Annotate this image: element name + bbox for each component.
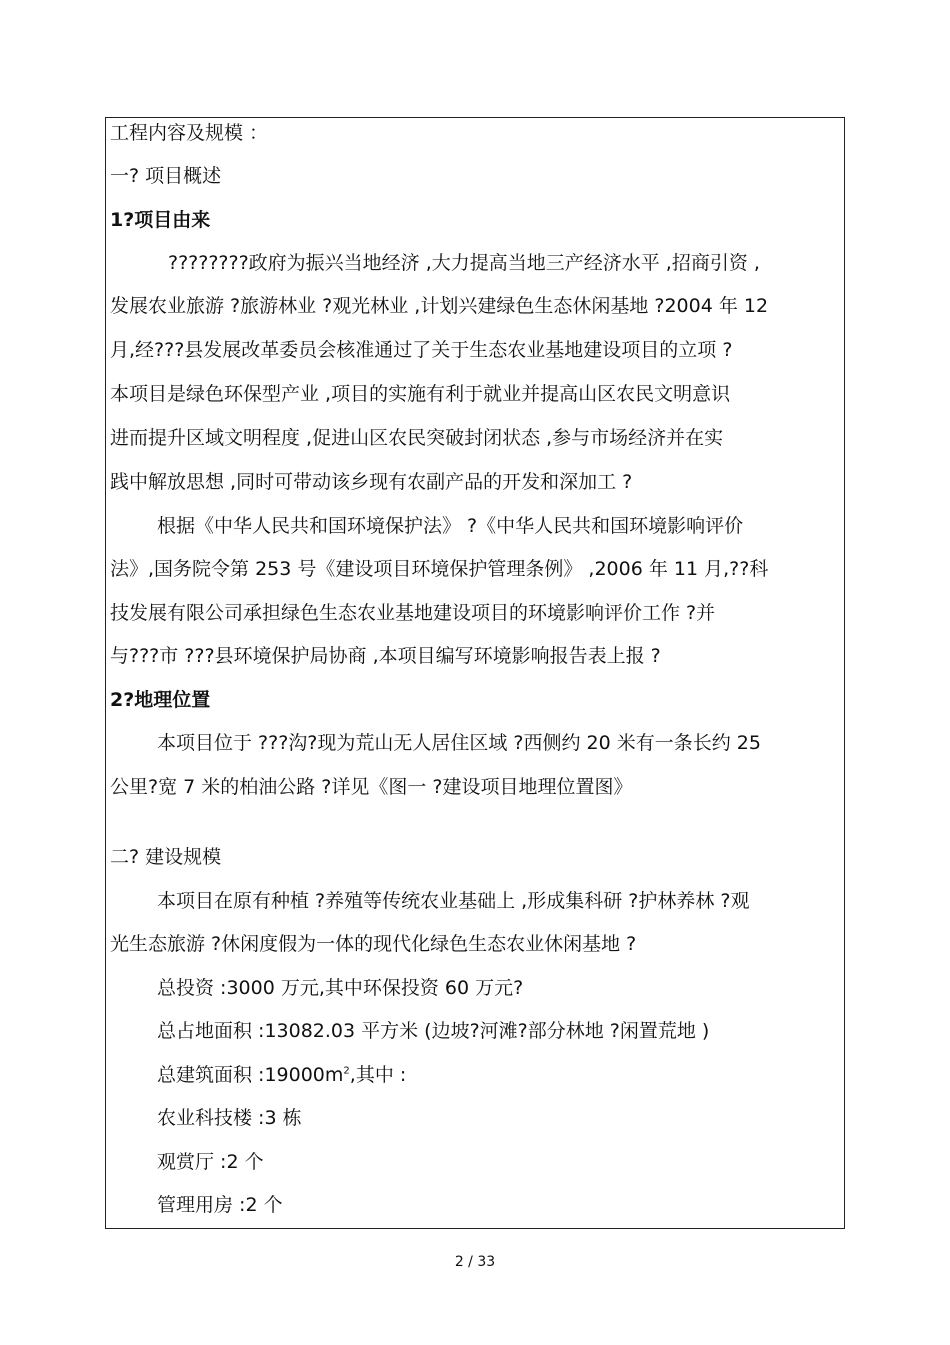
- paragraph-line: ????????政府为振兴当地经济 ,大力提高当地三产经济水平 ,招商引资 ,: [168, 252, 760, 274]
- land-area-line: 总占地面积 :13082.03 平方米 (边坡?河滩?部分林地 ?闲置荒地 ): [157, 1020, 710, 1042]
- building-area-text: 总建筑面积 :19000m: [157, 1064, 344, 1086]
- section-heading: 工程内容及规模 ：: [110, 122, 269, 144]
- list-item: 农业科技楼 :3 栋: [157, 1107, 302, 1129]
- building-area-suffix: ,其中 :: [349, 1064, 407, 1086]
- paragraph-line: 公里?宽 7 米的柏油公路 ?详见《图一 ?建设项目地理位置图》: [110, 776, 633, 798]
- paragraph-line: 月,经???县发展改革委员会核准通过了关于生态农业基地建设项目的立项 ?: [110, 339, 733, 361]
- subsection-heading: 二? 建设规模: [110, 846, 222, 868]
- paragraph-line: 发展农业旅游 ?旅游林业 ?观光林业 ,计划兴建绿色生态休闲基地 ?2004 年 12: [110, 295, 769, 317]
- square-superscript: 2: [343, 1065, 350, 1077]
- list-item: 管理用房 :2 个: [157, 1194, 283, 1216]
- page-number: 2 / 33: [454, 1254, 496, 1270]
- subsection-heading: 一? 项目概述: [110, 165, 222, 187]
- paragraph-line: 光生态旅游 ?休闲度假为一体的现代化绿色生态农业休闲基地 ?: [110, 933, 637, 955]
- paragraph-line: 法》,国务院令第 253 号《建设项目环境保护管理条例》 ,2006 年 11 月,??科: [110, 558, 769, 580]
- paragraph-line: 技发展有限公司承担绿色生态农业基地建设项目的环境影响评价工作 ?并: [110, 602, 716, 624]
- building-area-line: [157, 1063, 840, 1087]
- item-heading: 1?项目由来: [110, 209, 211, 231]
- paragraph-line: 本项目是绿色环保型产业 ,项目的实施有利于就业并提高山区农民文明意识: [110, 383, 731, 405]
- paragraph-line: 本项目位于 ???沟?现为荒山无人居住区域 ?西侧约 20 米有一条长约 25: [157, 732, 761, 754]
- list-item: 观赏厅 :2 个: [157, 1151, 264, 1173]
- paragraph-line: 根据《中华人民共和国环境保护法》 ?《中华人民共和国环境影响评价: [157, 515, 744, 537]
- paragraph-line: 进而提升区域文明程度 ,促进山区农民突破封闭状态 ,参与市场经济并在实: [110, 427, 724, 449]
- investment-line: 总投资 :3000 万元,其中环保投资 60 万元?: [157, 977, 524, 999]
- paragraph-line: 践中解放思想 ,同时可带动该乡现有农副产品的开发和深加工 ?: [110, 471, 633, 493]
- item-heading: 2?地理位置: [110, 689, 211, 711]
- paragraph-line: 与???市 ???县环境保护局协商 ,本项目编写环境影响报告表上报 ?: [110, 645, 661, 667]
- paragraph-line: 本项目在原有种植 ?养殖等传统农业基础上 ,形成集科研 ?护林养林 ?观: [157, 890, 750, 912]
